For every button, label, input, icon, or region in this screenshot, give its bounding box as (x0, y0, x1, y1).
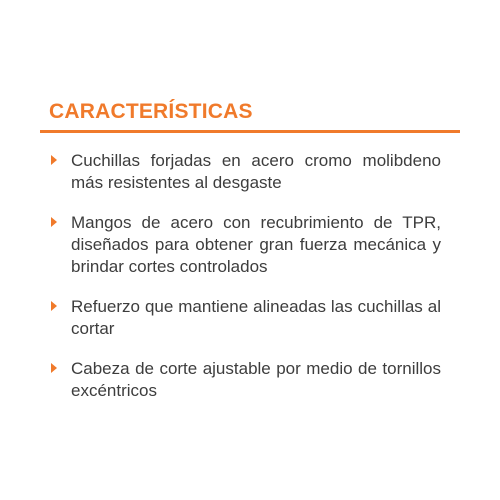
list-item (49, 296, 441, 340)
triangle-right-icon (51, 363, 57, 373)
section-title: CARACTERÍSTICAS (49, 100, 253, 123)
feature-text: Mangos de acero con recubrimiento de TPR, diseñados para obtener gran fuerza mecánica y brindar cortes controlados (71, 213, 441, 276)
list-item (49, 150, 441, 194)
list-item (49, 212, 441, 278)
feature-text: Refuerzo que mantiene alineadas las cuchillas al cortar (71, 297, 441, 338)
triangle-right-icon (51, 217, 57, 227)
triangle-right-icon (51, 301, 57, 311)
feature-text: Cabeza de corte ajustable por medio de tornillos excéntricos (71, 359, 441, 400)
triangle-right-icon (51, 155, 57, 165)
title-underline (40, 130, 460, 133)
feature-text: Cuchillas forjadas en acero cromo molibdeno más resistentes al desgaste (71, 151, 441, 192)
feature-list (49, 150, 441, 420)
list-item (49, 358, 441, 402)
